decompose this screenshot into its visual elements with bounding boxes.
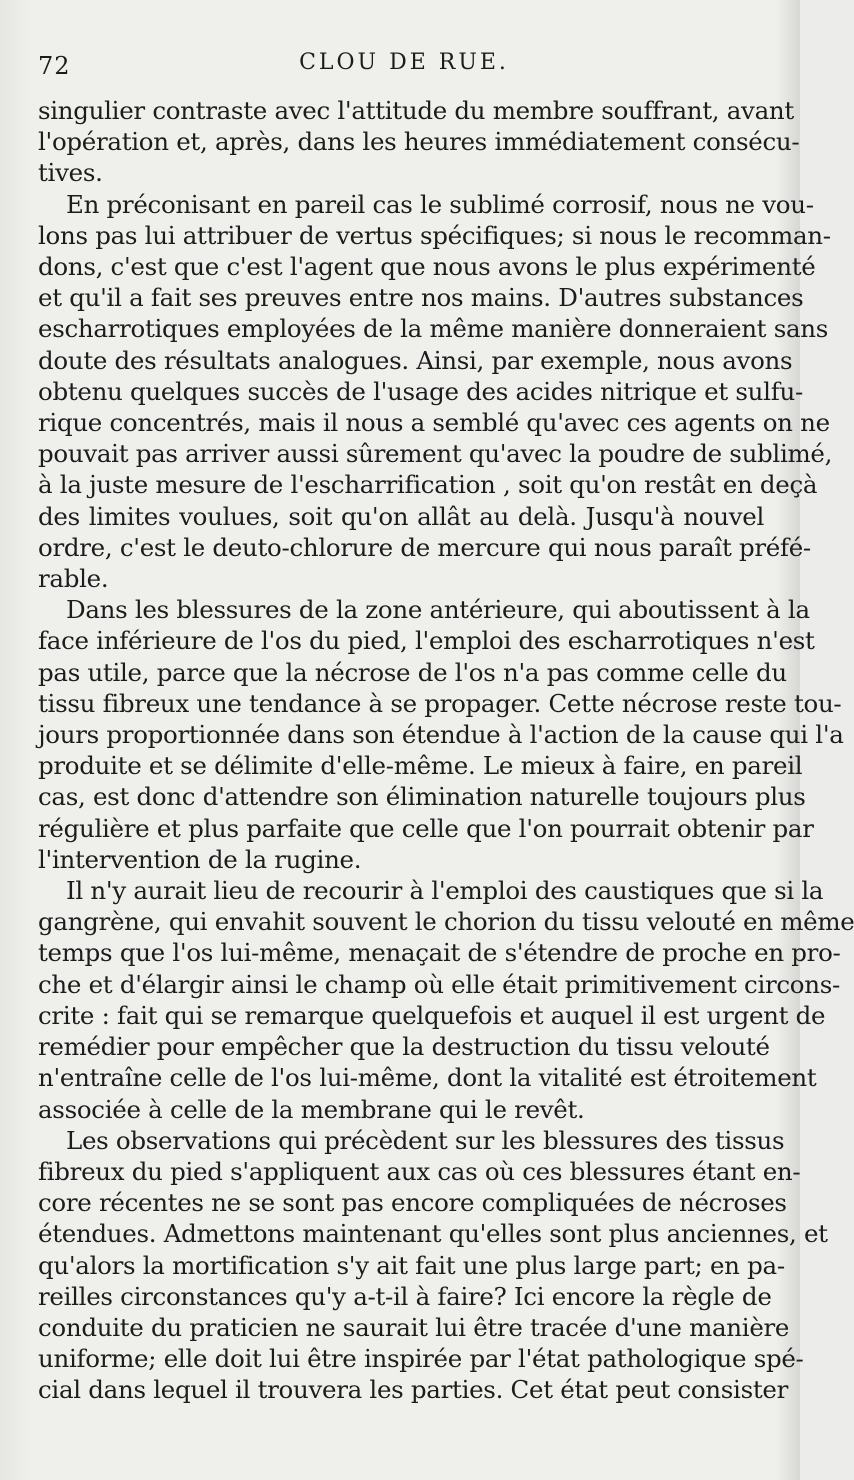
page-number: 72 xyxy=(38,52,71,80)
text-line: pas utile, parce que la nécrose de l'os n'a pas comme celle du xyxy=(38,657,787,687)
text-line: Il n'y aurait lieu de recourir à l'emploi des caustiques que si la xyxy=(66,876,824,906)
text-line: tissu fibreux une tendance à se propager. Cette nécrose reste tou- xyxy=(38,688,842,718)
text-line: temps que l'os lui-même, menaçait de s'étendre de proche en pro- xyxy=(38,938,841,968)
text-line: remédier pour empêcher que la destruction du tissu velouté xyxy=(38,1032,770,1062)
body-text xyxy=(38,95,854,1406)
text-line: rable. xyxy=(38,564,109,594)
text-line: doute des résultats analogues. Ainsi, par exemple, nous avons xyxy=(38,345,793,375)
text-line: cas, est donc d'attendre son élimination naturelle toujours plus xyxy=(38,782,806,812)
paragraph xyxy=(38,1125,828,1406)
text-line: à la juste mesure de l'escharrification , soit qu'on restât en deçà xyxy=(38,470,818,500)
text-line: rique concentrés, mais il nous a semblé qu'avec ces agents on ne xyxy=(38,408,830,438)
text-line: obtenu quelques succès de l'usage des acides nitrique et sulfu- xyxy=(38,376,803,406)
text-line: uniforme; elle doit lui être inspirée par l'état pathologique spé- xyxy=(38,1344,804,1374)
text-line: l'opération et, après, dans les heures immédiatement consécu- xyxy=(38,127,800,157)
page-header xyxy=(38,48,770,80)
text-line: pouvait pas arriver aussi sûrement qu'avec la poudre de sublimé, xyxy=(38,439,833,469)
text-line: escharrotiques employées de la même manière donneraient sans xyxy=(38,314,829,344)
text-line: cial dans lequel il trouvera les parties. Cet état peut consister xyxy=(38,1375,789,1405)
text-line: singulier contraste avec l'attitude du membre souffrant, avant xyxy=(38,96,794,125)
text-line: Les observations qui précèdent sur les blessures des tissus xyxy=(66,1125,785,1155)
text-line: che et d'élargir ainsi le champ où elle était primitivement circons- xyxy=(38,969,840,999)
text-line: tives. xyxy=(38,158,103,188)
paragraph xyxy=(38,189,833,595)
text-line: reilles circonstances qu'y a-t-il à faire? Ici encore la règle de xyxy=(38,1281,772,1311)
paragraph xyxy=(38,875,854,1125)
text-line: n'entraîne celle de l'os lui-même, dont la vitalité est étroitement xyxy=(38,1063,817,1093)
text-line: conduite du praticien ne saurait lui être tracée d'une manière xyxy=(38,1312,790,1342)
text-line: face inférieure de l'os du pied, l'emploi des escharrotiques n'est xyxy=(38,626,815,656)
text-line: étendues. Admettons maintenant qu'elles sont plus anciennes, et xyxy=(38,1219,828,1249)
text-line: associée à celle de la membrane qui le revêt. xyxy=(38,1094,585,1124)
text-line: et qu'il a fait ses preuves entre nos mains. D'autres substances xyxy=(38,283,804,313)
text-line: fibreux du pied s'appliquent aux cas où ces blessures étant en- xyxy=(38,1156,801,1186)
text-line: ordre, c'est le deuto-chlorure de mercure qui nous paraît préfé- xyxy=(38,532,811,562)
text-line: crite : fait qui se remarque quelquefois et auquel il est urgent de xyxy=(38,1000,826,1030)
text-line: Dans les blessures de la zone antérieure, qui aboutissent à la xyxy=(66,595,810,625)
text-line: qu'alors la mortification s'y ait fait une plus large part; en pa- xyxy=(38,1250,785,1280)
text-line: gangrène, qui envahit souvent le chorion du tissu velouté en même xyxy=(38,907,854,937)
text-line: core récentes ne se sont pas encore compliquées de nécroses xyxy=(38,1188,787,1218)
text-line: des limites voulues, soit qu'on allât au delà. Jusqu'à nouvel xyxy=(38,501,764,531)
text-line: jours proportionnée dans son étendue à l'action de la cause qui l'a xyxy=(38,720,844,750)
text-line: l'intervention de la rugine. xyxy=(38,844,362,874)
paragraph xyxy=(38,95,800,189)
text-line: En préconisant en pareil cas le sublimé corrosif, nous ne vou- xyxy=(66,189,814,219)
text-line: lons pas lui attribuer de vertus spécifiques; si nous le recomman- xyxy=(38,220,831,250)
text-line: produite et se délimite d'elle-même. Le mieux à faire, en pareil xyxy=(38,751,803,781)
paragraph xyxy=(38,594,844,875)
running-head: CLOU DE RUE. xyxy=(299,50,509,75)
text-line: régulière et plus parfaite que celle que l'on pourrait obtenir par xyxy=(38,813,814,843)
text-line: dons, c'est que c'est l'agent que nous avons le plus expérimenté xyxy=(38,252,816,282)
